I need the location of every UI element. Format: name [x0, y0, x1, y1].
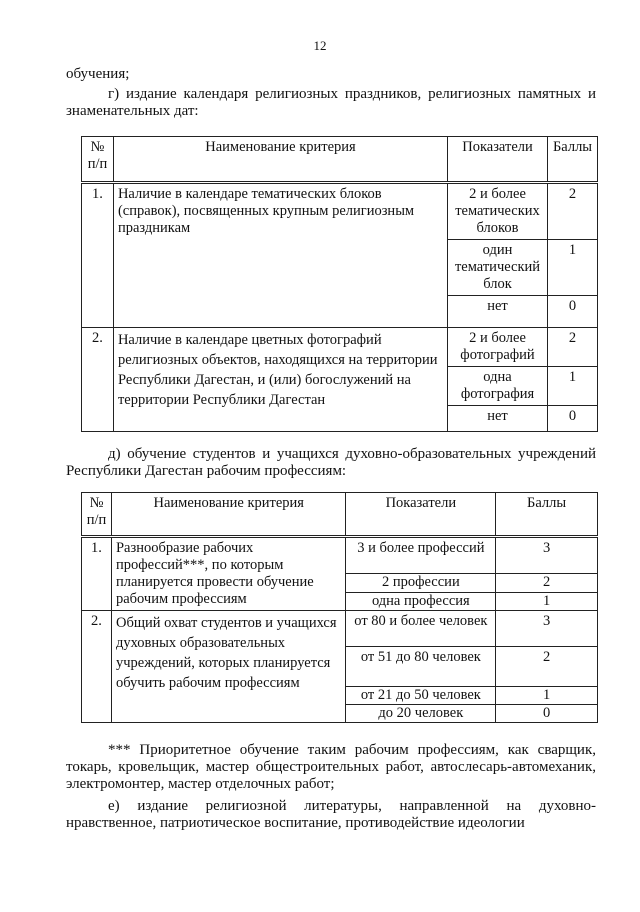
criteria-table-professions [81, 492, 598, 723]
table1-row2-score-2: 1 [547, 367, 597, 406]
table2-header-num: № п/п [82, 493, 112, 537]
table2-row1-score-1: 3 [496, 537, 598, 574]
table2-row2-indicator-4: до 20 человек [346, 705, 496, 723]
table2-row2-num: 2. [82, 611, 112, 723]
table2-row1-indicator-2: 2 профессии [346, 574, 496, 593]
table1-row1-indicator-2: один тематический блок [448, 240, 548, 296]
criteria-table-calendar [81, 136, 598, 432]
intro-line-2: г) издание календаря религиозных праздников, религиозных памятных и знаменательных дат: [66, 86, 596, 119]
table1-row2-criterion: Наличие в календаре цветных фотографий религиозных объектов, находящихся на территории Республики Дагестан, и (или) богослужений на территории Республики Дагестан [113, 328, 447, 432]
table1-row2-num: 2. [82, 328, 114, 432]
table1-row1-indicator-3: нет [448, 296, 548, 328]
section-d-text: д) обучение студентов и учащихся духовно-образовательных учреждений Республики Дагестан рабочим профессиям: [66, 446, 596, 479]
footnote-text: *** Приоритетное обучение таким рабочим профессиям, как сварщик, токарь, кровельщик, мастер общестроительных работ, автослесарь-автомеханик, электромонтер, мастер отделочных работ; [66, 742, 596, 792]
table2-row1-score-3: 1 [496, 592, 598, 611]
table1-header-num: № п/п [82, 137, 114, 183]
table-row [82, 328, 598, 367]
table2-row2-score-2: 2 [496, 647, 598, 687]
table1-row1-score-2: 1 [547, 240, 597, 296]
table2-header-score: Баллы [496, 493, 598, 537]
table1-header-indicators: Показатели [448, 137, 548, 183]
table1-row1-score-1: 2 [547, 183, 597, 240]
table-row [82, 611, 598, 647]
section-e-text: е) издание религиозной литературы, направленной на духовно-нравственное, патриотическое воспитание, противодействие идеологии [66, 798, 596, 831]
table2-header-indicators: Показатели [346, 493, 496, 537]
table2-row2-indicator-2: от 51 до 80 человек [346, 647, 496, 687]
table1-row2-score-3: 0 [547, 406, 597, 432]
table2-row2-indicator-3: от 21 до 50 человек [346, 687, 496, 705]
table1-row1-criterion: Наличие в календаре тематических блоков (справок), посвященных крупным религиозным праздникам [113, 183, 447, 328]
table-row [82, 537, 598, 574]
table1-row1-num: 1. [82, 183, 114, 328]
table1-header-score: Баллы [547, 137, 597, 183]
table2-row2-indicator-1: от 80 и более человек [346, 611, 496, 647]
table2-header-criterion: Наименование критерия [111, 493, 346, 537]
table2-row1-indicator-3: одна профессия [346, 592, 496, 611]
table1-row1-score-3: 0 [547, 296, 597, 328]
page-number: 12 [313, 38, 327, 53]
table2-row2-criterion: Общий охват студентов и учащихся духовных образовательных учреждений, которых планируется обучить рабочим профессиям [111, 611, 346, 723]
table2-row2-score-1: 3 [496, 611, 598, 647]
intro-line-1: обучения; [66, 66, 130, 82]
table2-row1-criterion: Разнообразие рабочих профессий***, по которым планируется провести обучение рабочим профессиям [111, 537, 346, 611]
table2-row1-num: 1. [82, 537, 112, 611]
table-row [82, 183, 598, 240]
table1-row2-indicator-3: нет [448, 406, 548, 432]
table1-row2-indicator-1: 2 и более фотографий [448, 328, 548, 367]
table1-row2-indicator-2: одна фотография [448, 367, 548, 406]
table2-row2-score-3: 1 [496, 687, 598, 705]
table1-header-criterion: Наименование критерия [113, 137, 447, 183]
table1-row2-score-1: 2 [547, 328, 597, 367]
table1-row1-indicator-1: 2 и более тематических блоков [448, 183, 548, 240]
table2-row2-score-4: 0 [496, 705, 598, 723]
table2-row1-indicator-1: 3 и более профессий [346, 537, 496, 574]
table2-row1-score-2: 2 [496, 574, 598, 593]
